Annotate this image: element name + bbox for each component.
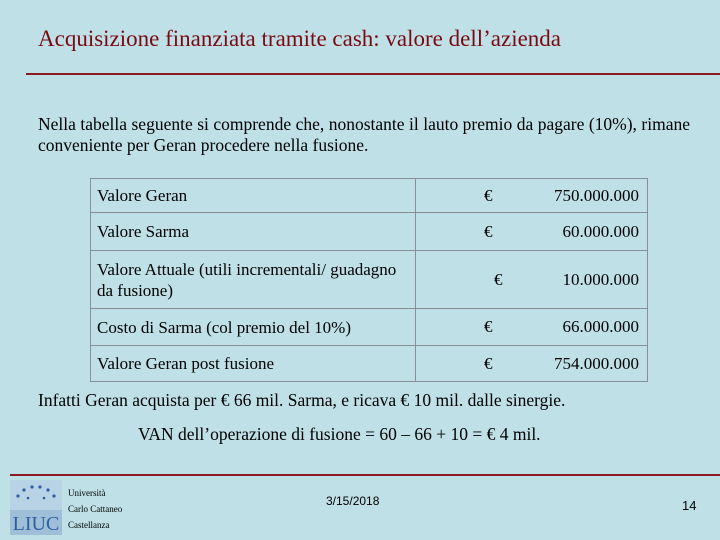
summary-text: Infatti Geran acquista per € 66 mil. Sarma, e ricava € 10 mil. dalle sinergie. [38,390,566,410]
title-divider [26,73,720,75]
table-row [91,179,648,213]
row-label: Costo di Sarma (col premio del 10%) [91,309,416,346]
svg-text:LIUC: LIUC [12,513,60,535]
row-amount: 754.000.000 [554,353,639,373]
intro-paragraph: Nella tabella seguente si comprende che, nonostante il lauto premio da pagare (10%), rimane conveniente per Geran procedere nella fusione. [38,114,690,155]
table-row [91,251,648,309]
currency-symbol: € [484,221,493,241]
footer-divider [10,474,720,476]
row-amount: 66.000.000 [562,317,639,336]
van-formula: VAN dell’operazione di fusione = 60 – 66 + 10 = € 4 mil. [138,424,541,444]
row-label: Valore Attuale (utili incrementali/ guadagno da fusione) [91,251,416,309]
row-label: Valore Geran post fusione [91,346,416,382]
slide-date: 3/15/2018 [326,494,380,508]
page-number: 14 [682,498,697,513]
row-label: Valore Sarma [91,213,416,251]
slide-title: Acquisizione finanziata tramite cash: valore dell’azienda [38,26,562,51]
row-amount: 750.000.000 [554,185,639,205]
currency-symbol: € [494,269,503,289]
currency-symbol: € [484,317,493,336]
liuc-logo-icon [10,480,62,535]
values-table [90,178,648,382]
table-row [91,346,648,382]
row-label: Valore Geran [91,179,416,213]
currency-symbol: € [484,185,493,205]
row-amount: 60.000.000 [562,221,639,241]
table-row [91,309,648,346]
university-name: Università Carlo Cattaneo Castellanza [68,488,123,530]
table-row [91,213,648,251]
currency-symbol: € [484,353,493,373]
row-amount: 10.000.000 [562,269,639,289]
